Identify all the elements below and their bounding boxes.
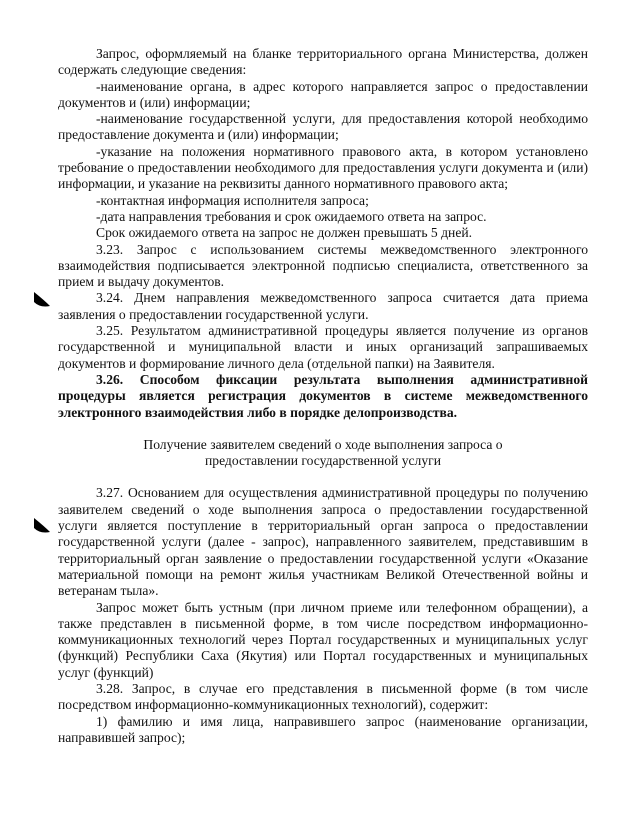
paragraph: -указание на положения нормативного правового акта, в котором установлено требование о предоставлении необходимого для предоставления услуги документа и (или) информации, и указание на реквизиты данного нормативного правового акта; (58, 143, 588, 192)
paragraph: 3.25. Результатом административной процедуры является получение из органов государственной и муниципальной власти и иных организаций запрашиваемых документов и формирование личного дела (отдельной папки) на Заявителя. (58, 323, 588, 371)
paragraph: Срок ожидаемого ответа на запрос не должен превышать 5 дней. (96, 225, 473, 241)
paragraph: -наименование органа, в адрес которого направляется запрос о предоставлении документов и (или) информации; (58, 78, 588, 110)
paragraph: Запрос, оформляемый на бланке территориального органа Министерства, должен содержать следующие сведения: (58, 46, 588, 78)
paragraph: Запрос может быть устным (при личном приеме или телефонном обращении), а также представлен в письменной форме, в том числе посредством информационно-коммуникационных технологий через Портал государственных и муниципальных услуг (функций) Республики Саха (Якутия) или Портал государственных и муниципальных услуг (функций) (58, 599, 588, 680)
paragraph: 3.23. Запрос с использованием системы межведомственного электронного взаимодействия подписывается электронной подписью специалиста, ответственного за прием и выдачу документов. (58, 241, 588, 290)
paragraph: -контактная информация исполнителя запроса; (96, 192, 369, 208)
margin-binder-mark (30, 288, 52, 310)
paragraph: -дата направления требования и срок ожидаемого ответа на запрос. (96, 208, 487, 224)
paragraph: 1) фамилию и имя лица, направившего запрос (наименование организации, направившей запрос); (58, 713, 588, 745)
paragraph: 3.28. Запрос, в случае его представления в письменной форме (в том числе посредством информационно-коммуникационных технологий), содержит: (58, 680, 588, 713)
document-body (58, 46, 588, 746)
paragraph: 3.27. Основанием для осуществления административной процедуры по получению заявителем сведений о ходе выполнения запроса о предоставлении государственной услуги является поступление в территориальный орган запроса о предоставлении государственной услуги (далее - запрос), направленного заявителем, представившим в территориальный орган заявление о предоставлении государственной услуги «Оказание материальной помощи на ремонт жилья участникам Великой Отечественной войны и ветеранам тыла». (58, 485, 588, 599)
section-heading: Получение заявителем сведений о ходе выполнения запроса о предоставлении государственной услуги (143, 436, 503, 469)
paragraph: 3.26. Способом фиксации результата выполнения административной процедуры является регистрация документов в системе межведомственного электронного взаимодействия либо в порядке делопроизводства. (58, 371, 588, 420)
paragraph: 3.24. Днем направления межведомственного запроса считается дата приема заявления о предоставлении государственной услуги. (58, 290, 588, 322)
paragraph: -наименование государственной услуги, для предоставления которой необходимо предоставление документа и (или) информации; (58, 111, 588, 143)
margin-binder-mark (30, 514, 52, 536)
